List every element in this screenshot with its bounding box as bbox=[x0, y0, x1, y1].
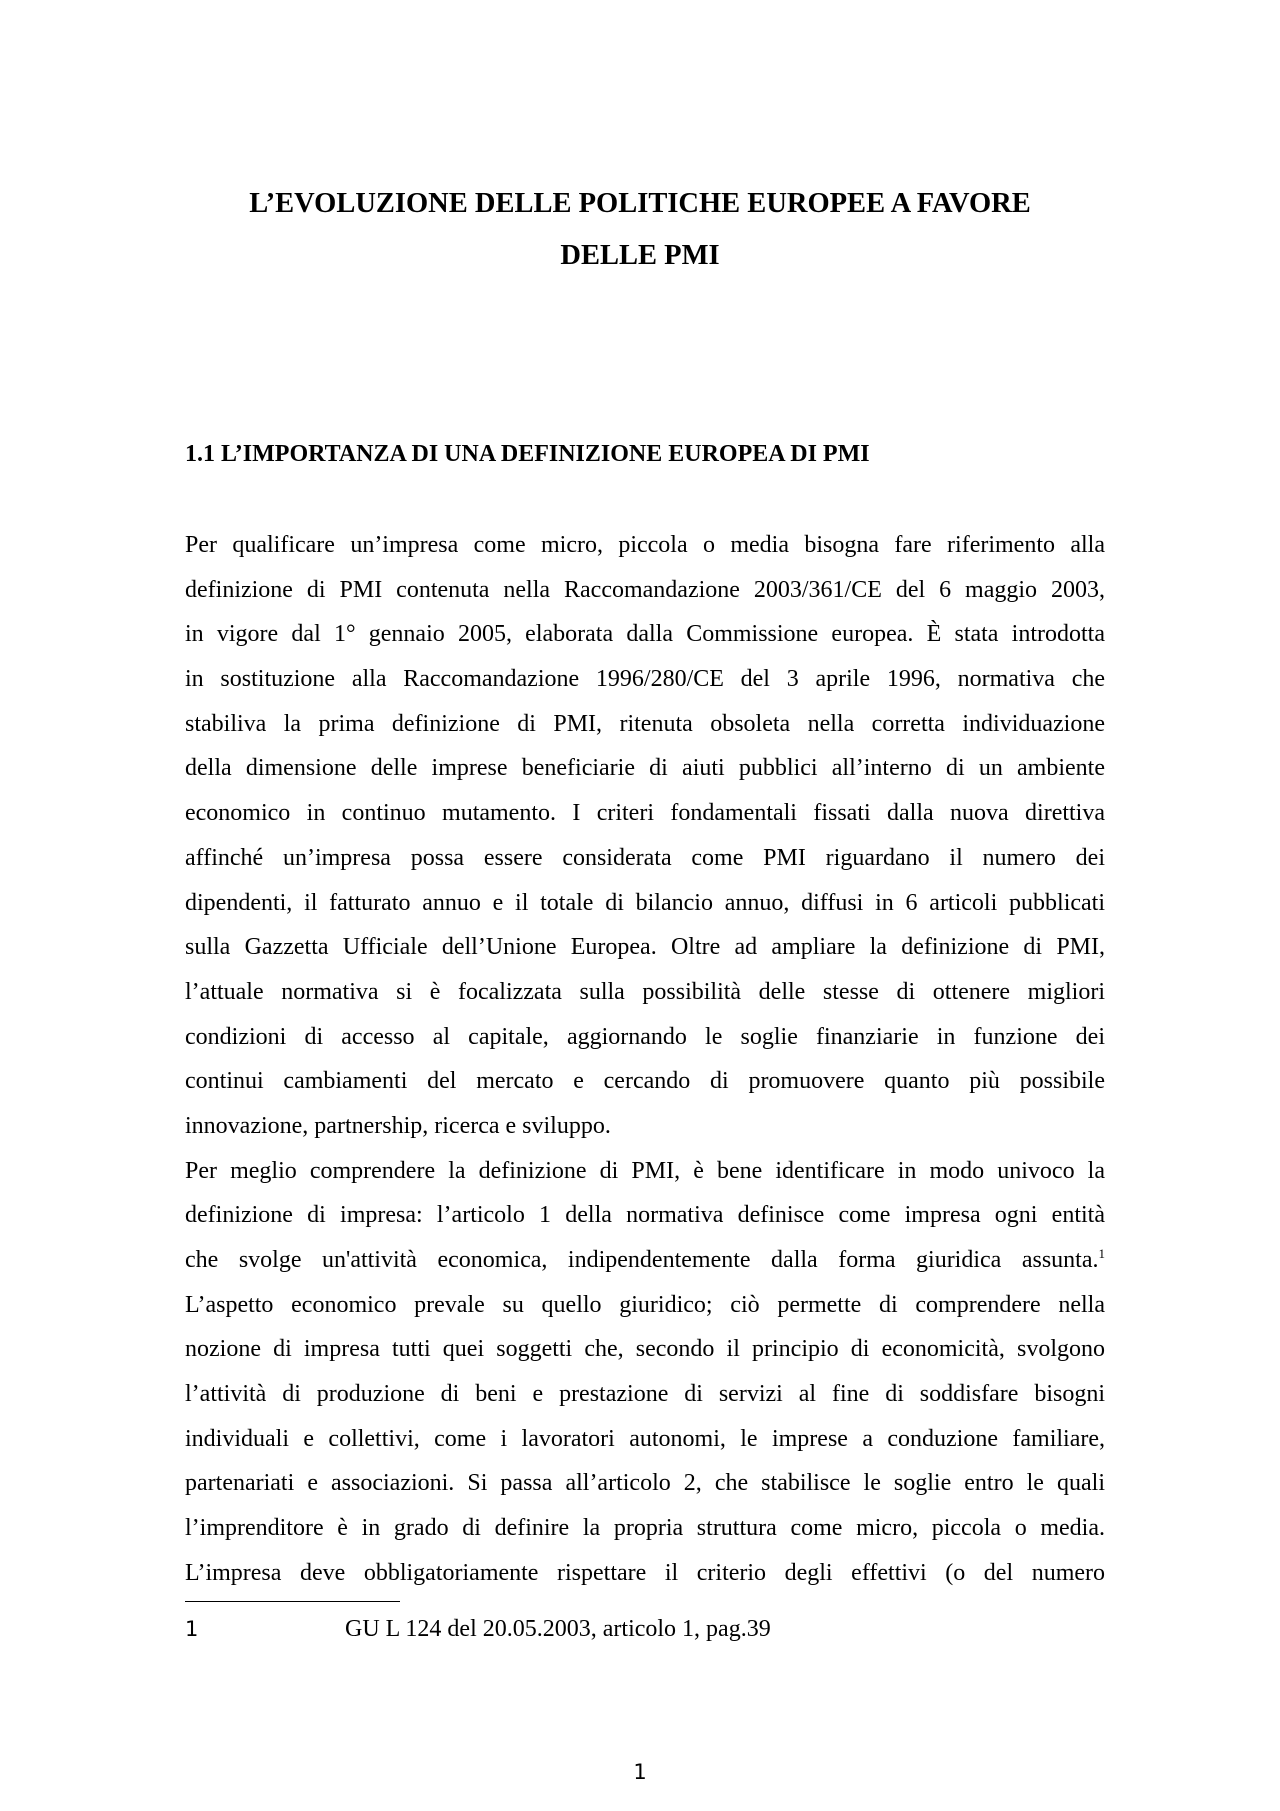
footnote bbox=[185, 1613, 771, 1645]
body-line: individuali e collettivi, come i lavoratori autonomi, le imprese a conduzione familiare, bbox=[185, 1425, 1105, 1452]
body-line: dipendenti, il fatturato annuo e il totale di bilancio annuo, diffusi in 6 articoli pubblicati bbox=[185, 889, 1105, 916]
body-line: della dimensione delle imprese beneficiarie di aiuti pubblici all’interno di un ambiente bbox=[185, 755, 1105, 782]
footnote-text: GU L 124 del 20.05.2003, articolo 1, pag.39 bbox=[345, 1616, 771, 1642]
body-line: sulla Gazzetta Ufficiale dell’Unione Europea. Oltre ad ampliare la definizione di PMI, bbox=[185, 934, 1105, 961]
body-line: partenariati e associazioni. Si passa all’articolo 2, che stabilisce le soglie entro le quali bbox=[185, 1470, 1105, 1497]
body-line: condizioni di accesso al capitale, aggiornando le soglie finanziarie in funzione dei bbox=[185, 1023, 1105, 1050]
body-line: innovazione, partnership, ricerca e sviluppo. bbox=[185, 1112, 611, 1139]
footnote-separator bbox=[185, 1601, 400, 1602]
body-line: nozione di impresa tutti quei soggetti che, secondo il principio di economicità, svolgono bbox=[185, 1336, 1105, 1363]
body-line: definizione di PMI contenuta nella Raccomandazione 2003/361/CE del 6 maggio 2003, bbox=[185, 576, 1105, 603]
body-line: definizione di impresa: l’articolo 1 della normativa definisce come impresa ogni entità bbox=[185, 1202, 1105, 1229]
body-line: L’aspetto economico prevale su quello giuridico; ciò permette di comprendere nella bbox=[185, 1291, 1105, 1318]
section-heading: 1.1 L’IMPORTANZA DI UNA DEFINIZIONE EUROPEA DI PMI bbox=[185, 441, 870, 467]
chapter-title-line-2: DELLE PMI bbox=[560, 240, 720, 271]
body-line: Per qualificare un’impresa come micro, piccola o media bisogna fare riferimento alla bbox=[185, 532, 1105, 558]
body-text bbox=[185, 523, 1105, 1596]
body-line: l’imprenditore è in grado di definire la propria struttura come micro, piccola o media. bbox=[185, 1515, 1105, 1542]
chapter-title bbox=[185, 178, 1095, 282]
body-line-with-footnote bbox=[185, 1238, 1105, 1283]
body-line: continui cambiamenti del mercato e cercando di promuovere quanto più possibile bbox=[185, 1068, 1105, 1095]
body-line: in sostituzione alla Raccomandazione 1996/280/CE del 3 aprile 1996, normativa che bbox=[185, 666, 1105, 693]
footnote-reference[interactable]: 1 bbox=[1098, 1246, 1105, 1261]
body-line-text: che svolge un'attività economica, indipendentemente dalla forma giuridica assunta. bbox=[185, 1247, 1099, 1273]
body-line: Per meglio comprendere la definizione di PMI, è bene identificare in modo univoco la bbox=[185, 1157, 1105, 1184]
body-line: in vigore dal 1° gennaio 2005, elaborata dalla Commissione europea. È stata introdotta bbox=[185, 621, 1105, 648]
chapter-title-line-1: L’EVOLUZIONE DELLE POLITICHE EUROPEE A FAVORE bbox=[249, 188, 1031, 219]
footnote-number: 1 bbox=[185, 1617, 199, 1641]
body-line: affinché un’impresa possa essere considerata come PMI riguardano il numero dei bbox=[185, 844, 1105, 871]
body-line: l’attività di produzione di beni e prestazione di servizi al fine di soddisfare bisogni bbox=[185, 1381, 1105, 1408]
page-number: 1 bbox=[633, 1760, 647, 1784]
body-line: L’impresa deve obbligatoriamente rispettare il criterio degli effettivi (o del numero bbox=[185, 1559, 1105, 1586]
body-line: economico in continuo mutamento. I criteri fondamentali fissati dalla nuova direttiva bbox=[185, 800, 1105, 827]
body-line: l’attuale normativa si è focalizzata sulla possibilità delle stesse di ottenere migliori bbox=[185, 978, 1105, 1005]
body-line: stabiliva la prima definizione di PMI, ritenuta obsoleta nella corretta individuazione bbox=[185, 710, 1105, 737]
